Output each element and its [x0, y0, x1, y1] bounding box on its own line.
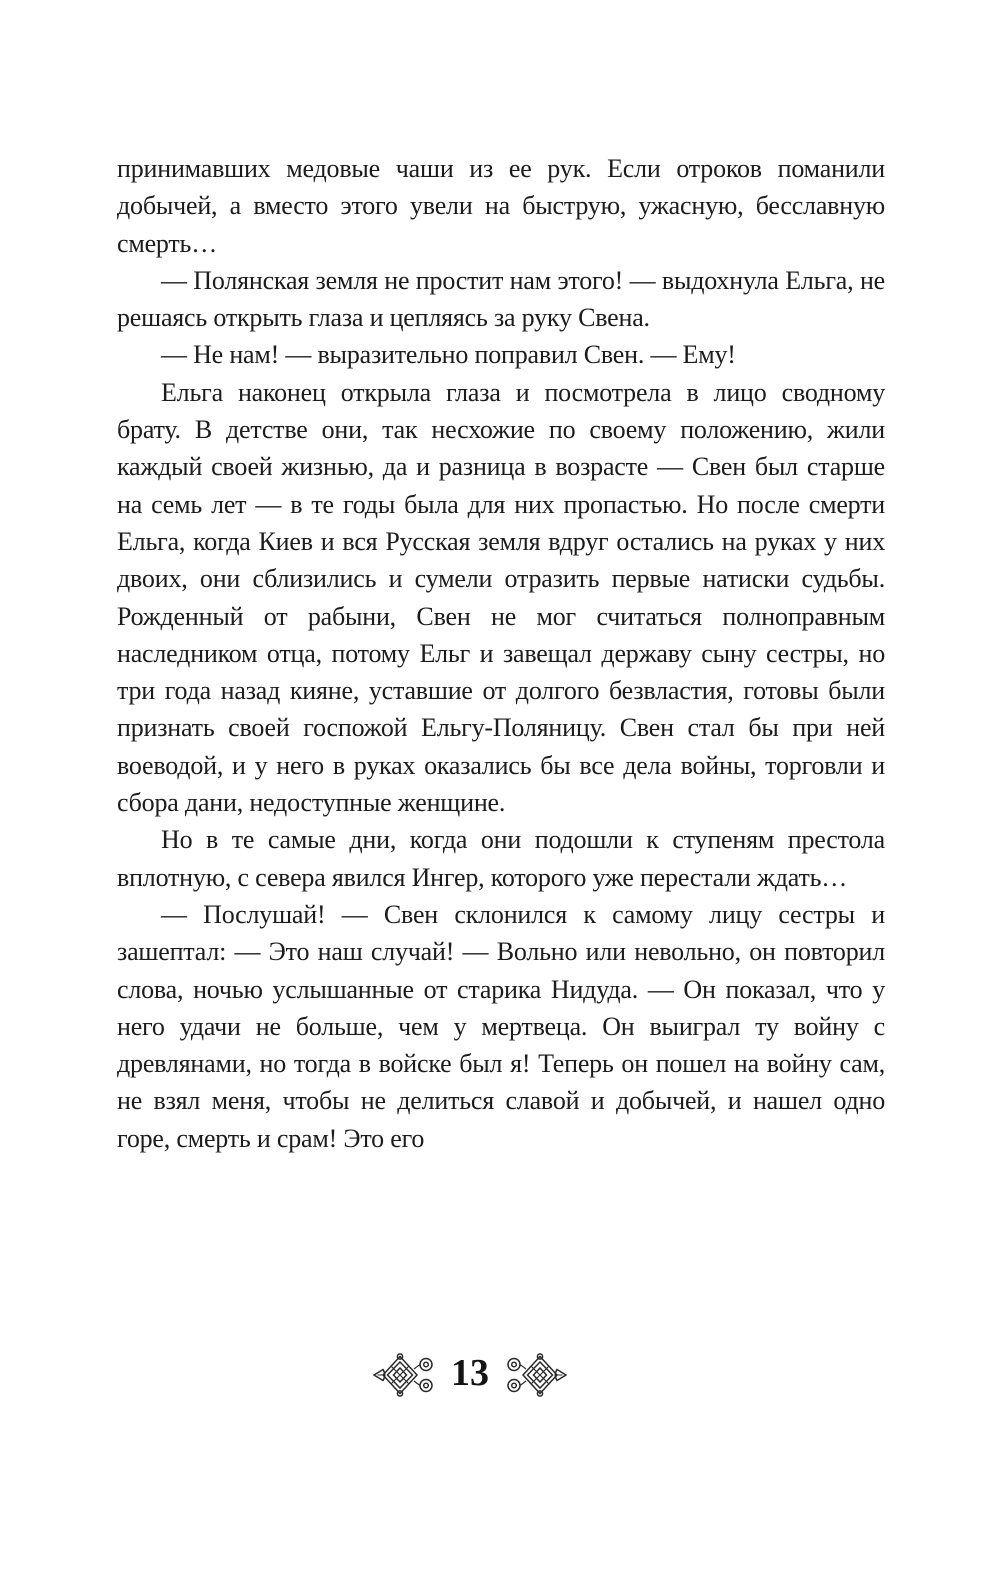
knot-ornament-left-icon: [373, 1352, 437, 1398]
paragraph: — Не нам! — выразительно поправил Свен. — Ему!: [161, 340, 736, 370]
paragraph: — Полянская земля не простит нам этого! — выдохнула Ельга, не решаясь открыть глаза и цепляясь за руку Свена.: [117, 265, 885, 333]
page-number: 13: [451, 1352, 489, 1394]
paragraph: принимавших медовые чаши из ее рук. Если отроков поманили добычей, а вместо этого увели на быструю, ужасную, бесславную смерть…: [117, 154, 885, 258]
knot-ornament-right-icon: [503, 1352, 567, 1398]
paragraph: — Послушай! — Свен склонился к самому лицу сестры и зашептал: — Это наш случай! — Вольно или невольно, он повторил слова, ночью услышанные от старика Нидуда. — Он показал, что у него удачи не больше, чем у мертвеца. Он выиграл ту войну с древлянами, но тогда в войске был я! Теперь он пошел на войну сам, не взял меня, чтобы не делиться славой и добычей, и нашел одно горе, смерть и срам! Это его: [117, 899, 885, 1153]
page-text: [117, 150, 885, 1157]
page-footer: [373, 1352, 567, 1398]
paragraph: Ельга наконец открыла глаза и посмотрела в лицо сводному брату. В детстве они, так несхожие по своему положению, жили каждый своей жизнью, да и разница в возрасте — Свен был старше на семь лет — в те годы была для них пропастью. Но после смерти Ельга, когда Киев и вся Русская земля вдруг остались на руках у них двоих, они сблизились и сумели отразить первые натиски судьбы. Рожденный от рабыни, Свен не мог считаться полноправным наследником отца, потому Ельг и завещал державу сыну сестры, но три года назад кияне, уставшие от долгого безвластия, готовы были признать своей госпожой Ельгу-Поляницу. Свен стал бы при ней воеводой, и у него в руках оказались бы все дела войны, торговли и сбора дани, недоступные женщине.: [117, 377, 885, 818]
paragraph: Но в те самые дни, когда они подошли к ступеням престола вплотную, с севера явился Ингер, которого уже перестали ждать…: [117, 825, 885, 892]
